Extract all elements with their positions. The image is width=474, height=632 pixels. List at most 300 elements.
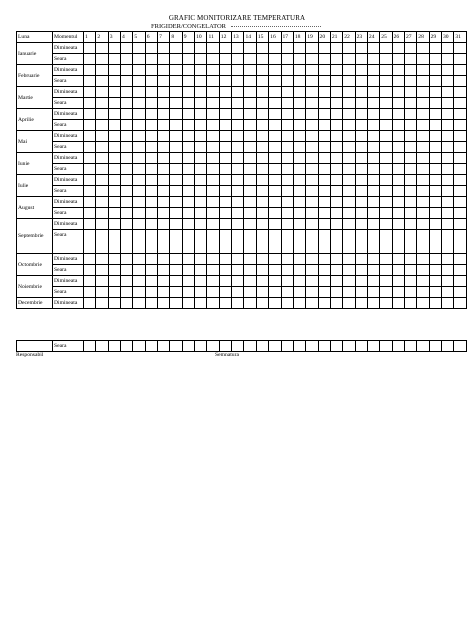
temperature-cell[interactable] bbox=[380, 254, 392, 265]
temperature-cell[interactable] bbox=[195, 153, 207, 164]
temperature-cell[interactable] bbox=[170, 208, 182, 219]
temperature-cell[interactable] bbox=[269, 43, 281, 54]
temperature-cell[interactable] bbox=[281, 298, 293, 309]
temperature-cell[interactable] bbox=[367, 54, 379, 65]
temperature-cell[interactable] bbox=[318, 265, 330, 276]
temperature-cell[interactable] bbox=[417, 341, 429, 352]
temperature-cell[interactable] bbox=[392, 254, 404, 265]
temperature-cell[interactable] bbox=[84, 341, 96, 352]
temperature-cell[interactable] bbox=[417, 153, 429, 164]
temperature-cell[interactable] bbox=[96, 254, 108, 265]
temperature-cell[interactable] bbox=[219, 43, 231, 54]
temperature-cell[interactable] bbox=[441, 298, 453, 309]
temperature-cell[interactable] bbox=[133, 186, 145, 197]
temperature-cell[interactable] bbox=[343, 87, 355, 98]
temperature-cell[interactable] bbox=[392, 298, 404, 309]
temperature-cell[interactable] bbox=[219, 298, 231, 309]
temperature-cell[interactable] bbox=[108, 76, 120, 87]
temperature-cell[interactable] bbox=[355, 254, 367, 265]
temperature-cell[interactable] bbox=[108, 219, 120, 230]
temperature-cell[interactable] bbox=[306, 341, 318, 352]
temperature-cell[interactable] bbox=[441, 120, 453, 131]
temperature-cell[interactable] bbox=[158, 298, 170, 309]
temperature-cell[interactable] bbox=[232, 153, 244, 164]
temperature-cell[interactable] bbox=[182, 197, 194, 208]
temperature-cell[interactable] bbox=[417, 287, 429, 298]
temperature-cell[interactable] bbox=[121, 120, 133, 131]
temperature-cell[interactable] bbox=[330, 76, 342, 87]
temperature-cell[interactable] bbox=[392, 43, 404, 54]
temperature-cell[interactable] bbox=[108, 197, 120, 208]
temperature-cell[interactable] bbox=[318, 230, 330, 254]
temperature-cell[interactable] bbox=[195, 230, 207, 254]
temperature-cell[interactable] bbox=[256, 98, 268, 109]
temperature-cell[interactable] bbox=[306, 197, 318, 208]
temperature-cell[interactable] bbox=[367, 153, 379, 164]
temperature-cell[interactable] bbox=[269, 197, 281, 208]
temperature-cell[interactable] bbox=[108, 65, 120, 76]
temperature-cell[interactable] bbox=[404, 298, 416, 309]
temperature-cell[interactable] bbox=[454, 208, 466, 219]
temperature-cell[interactable] bbox=[380, 109, 392, 120]
temperature-cell[interactable] bbox=[170, 341, 182, 352]
temperature-cell[interactable] bbox=[182, 120, 194, 131]
temperature-cell[interactable] bbox=[343, 54, 355, 65]
temperature-cell[interactable] bbox=[281, 219, 293, 230]
temperature-cell[interactable] bbox=[404, 142, 416, 153]
temperature-cell[interactable] bbox=[182, 109, 194, 120]
temperature-cell[interactable] bbox=[343, 230, 355, 254]
temperature-cell[interactable] bbox=[84, 265, 96, 276]
temperature-cell[interactable] bbox=[182, 153, 194, 164]
temperature-cell[interactable] bbox=[355, 219, 367, 230]
temperature-cell[interactable] bbox=[96, 43, 108, 54]
temperature-cell[interactable] bbox=[133, 175, 145, 186]
temperature-cell[interactable] bbox=[429, 341, 441, 352]
temperature-cell[interactable] bbox=[84, 109, 96, 120]
temperature-cell[interactable] bbox=[133, 87, 145, 98]
temperature-cell[interactable] bbox=[182, 76, 194, 87]
temperature-cell[interactable] bbox=[293, 298, 305, 309]
temperature-cell[interactable] bbox=[121, 87, 133, 98]
temperature-cell[interactable] bbox=[293, 254, 305, 265]
temperature-cell[interactable] bbox=[108, 254, 120, 265]
temperature-cell[interactable] bbox=[256, 208, 268, 219]
temperature-cell[interactable] bbox=[207, 265, 219, 276]
temperature-cell[interactable] bbox=[417, 131, 429, 142]
temperature-cell[interactable] bbox=[182, 98, 194, 109]
temperature-cell[interactable] bbox=[281, 208, 293, 219]
temperature-cell[interactable] bbox=[380, 87, 392, 98]
temperature-cell[interactable] bbox=[404, 98, 416, 109]
temperature-cell[interactable] bbox=[306, 54, 318, 65]
temperature-cell[interactable] bbox=[207, 87, 219, 98]
temperature-cell[interactable] bbox=[441, 65, 453, 76]
temperature-cell[interactable] bbox=[343, 186, 355, 197]
temperature-cell[interactable] bbox=[441, 341, 453, 352]
temperature-cell[interactable] bbox=[158, 109, 170, 120]
temperature-cell[interactable] bbox=[108, 164, 120, 175]
temperature-cell[interactable] bbox=[121, 76, 133, 87]
temperature-cell[interactable] bbox=[343, 43, 355, 54]
temperature-cell[interactable] bbox=[318, 175, 330, 186]
temperature-cell[interactable] bbox=[182, 87, 194, 98]
temperature-cell[interactable] bbox=[84, 197, 96, 208]
temperature-cell[interactable] bbox=[355, 230, 367, 254]
temperature-cell[interactable] bbox=[306, 287, 318, 298]
temperature-cell[interactable] bbox=[306, 120, 318, 131]
temperature-cell[interactable] bbox=[244, 109, 256, 120]
temperature-cell[interactable] bbox=[454, 120, 466, 131]
temperature-cell[interactable] bbox=[367, 265, 379, 276]
temperature-cell[interactable] bbox=[293, 43, 305, 54]
temperature-cell[interactable] bbox=[219, 109, 231, 120]
temperature-cell[interactable] bbox=[441, 109, 453, 120]
temperature-cell[interactable] bbox=[293, 98, 305, 109]
temperature-cell[interactable] bbox=[256, 109, 268, 120]
temperature-cell[interactable] bbox=[195, 76, 207, 87]
temperature-cell[interactable] bbox=[318, 186, 330, 197]
temperature-cell[interactable] bbox=[170, 276, 182, 287]
temperature-cell[interactable] bbox=[232, 208, 244, 219]
temperature-cell[interactable] bbox=[429, 208, 441, 219]
temperature-cell[interactable] bbox=[108, 43, 120, 54]
temperature-cell[interactable] bbox=[96, 109, 108, 120]
temperature-cell[interactable] bbox=[219, 153, 231, 164]
temperature-cell[interactable] bbox=[306, 65, 318, 76]
temperature-cell[interactable] bbox=[441, 265, 453, 276]
temperature-cell[interactable] bbox=[380, 164, 392, 175]
temperature-cell[interactable] bbox=[404, 54, 416, 65]
temperature-cell[interactable] bbox=[367, 76, 379, 87]
temperature-cell[interactable] bbox=[133, 109, 145, 120]
temperature-cell[interactable] bbox=[207, 186, 219, 197]
temperature-cell[interactable] bbox=[380, 276, 392, 287]
temperature-cell[interactable] bbox=[380, 219, 392, 230]
temperature-cell[interactable] bbox=[158, 276, 170, 287]
temperature-cell[interactable] bbox=[96, 341, 108, 352]
temperature-cell[interactable] bbox=[318, 109, 330, 120]
temperature-cell[interactable] bbox=[355, 76, 367, 87]
temperature-cell[interactable] bbox=[256, 298, 268, 309]
temperature-cell[interactable] bbox=[207, 254, 219, 265]
temperature-cell[interactable] bbox=[256, 186, 268, 197]
temperature-cell[interactable] bbox=[392, 142, 404, 153]
temperature-cell[interactable] bbox=[121, 254, 133, 265]
temperature-cell[interactable] bbox=[343, 287, 355, 298]
temperature-cell[interactable] bbox=[108, 109, 120, 120]
temperature-cell[interactable] bbox=[195, 142, 207, 153]
temperature-cell[interactable] bbox=[330, 197, 342, 208]
temperature-cell[interactable] bbox=[133, 219, 145, 230]
temperature-cell[interactable] bbox=[454, 54, 466, 65]
temperature-cell[interactable] bbox=[170, 254, 182, 265]
temperature-cell[interactable] bbox=[96, 230, 108, 254]
temperature-cell[interactable] bbox=[429, 54, 441, 65]
temperature-cell[interactable] bbox=[158, 265, 170, 276]
temperature-cell[interactable] bbox=[158, 186, 170, 197]
temperature-cell[interactable] bbox=[417, 76, 429, 87]
temperature-cell[interactable] bbox=[195, 109, 207, 120]
temperature-cell[interactable] bbox=[170, 219, 182, 230]
temperature-cell[interactable] bbox=[256, 65, 268, 76]
temperature-cell[interactable] bbox=[318, 341, 330, 352]
temperature-cell[interactable] bbox=[306, 298, 318, 309]
temperature-cell[interactable] bbox=[158, 43, 170, 54]
temperature-cell[interactable] bbox=[318, 98, 330, 109]
temperature-cell[interactable] bbox=[232, 120, 244, 131]
temperature-cell[interactable] bbox=[429, 120, 441, 131]
temperature-cell[interactable] bbox=[306, 276, 318, 287]
temperature-cell[interactable] bbox=[133, 341, 145, 352]
temperature-cell[interactable] bbox=[441, 76, 453, 87]
temperature-cell[interactable] bbox=[84, 87, 96, 98]
temperature-cell[interactable] bbox=[392, 131, 404, 142]
temperature-cell[interactable] bbox=[170, 186, 182, 197]
temperature-cell[interactable] bbox=[96, 131, 108, 142]
temperature-cell[interactable] bbox=[219, 87, 231, 98]
temperature-cell[interactable] bbox=[256, 54, 268, 65]
temperature-cell[interactable] bbox=[454, 197, 466, 208]
temperature-cell[interactable] bbox=[108, 265, 120, 276]
temperature-cell[interactable] bbox=[84, 254, 96, 265]
temperature-cell[interactable] bbox=[145, 120, 157, 131]
temperature-cell[interactable] bbox=[158, 76, 170, 87]
temperature-cell[interactable] bbox=[404, 208, 416, 219]
temperature-cell[interactable] bbox=[219, 65, 231, 76]
temperature-cell[interactable] bbox=[108, 153, 120, 164]
temperature-cell[interactable] bbox=[244, 175, 256, 186]
temperature-cell[interactable] bbox=[244, 265, 256, 276]
temperature-cell[interactable] bbox=[207, 208, 219, 219]
temperature-cell[interactable] bbox=[96, 164, 108, 175]
temperature-cell[interactable] bbox=[355, 208, 367, 219]
temperature-cell[interactable] bbox=[404, 186, 416, 197]
temperature-cell[interactable] bbox=[145, 153, 157, 164]
temperature-cell[interactable] bbox=[454, 43, 466, 54]
temperature-cell[interactable] bbox=[145, 186, 157, 197]
temperature-cell[interactable] bbox=[244, 153, 256, 164]
temperature-cell[interactable] bbox=[367, 219, 379, 230]
temperature-cell[interactable] bbox=[454, 219, 466, 230]
temperature-cell[interactable] bbox=[392, 230, 404, 254]
temperature-cell[interactable] bbox=[417, 142, 429, 153]
temperature-cell[interactable] bbox=[404, 76, 416, 87]
temperature-cell[interactable] bbox=[96, 186, 108, 197]
temperature-cell[interactable] bbox=[404, 287, 416, 298]
temperature-cell[interactable] bbox=[417, 230, 429, 254]
temperature-cell[interactable] bbox=[404, 230, 416, 254]
temperature-cell[interactable] bbox=[121, 298, 133, 309]
temperature-cell[interactable] bbox=[281, 120, 293, 131]
temperature-cell[interactable] bbox=[454, 153, 466, 164]
temperature-cell[interactable] bbox=[454, 76, 466, 87]
temperature-cell[interactable] bbox=[330, 265, 342, 276]
temperature-cell[interactable] bbox=[404, 265, 416, 276]
temperature-cell[interactable] bbox=[207, 54, 219, 65]
temperature-cell[interactable] bbox=[182, 142, 194, 153]
temperature-cell[interactable] bbox=[244, 87, 256, 98]
temperature-cell[interactable] bbox=[96, 98, 108, 109]
temperature-cell[interactable] bbox=[158, 87, 170, 98]
temperature-cell[interactable] bbox=[121, 219, 133, 230]
temperature-cell[interactable] bbox=[281, 65, 293, 76]
temperature-cell[interactable] bbox=[207, 175, 219, 186]
temperature-cell[interactable] bbox=[343, 265, 355, 276]
temperature-cell[interactable] bbox=[330, 164, 342, 175]
temperature-cell[interactable] bbox=[195, 120, 207, 131]
temperature-cell[interactable] bbox=[84, 43, 96, 54]
temperature-cell[interactable] bbox=[133, 120, 145, 131]
temperature-cell[interactable] bbox=[232, 287, 244, 298]
temperature-cell[interactable] bbox=[429, 197, 441, 208]
temperature-cell[interactable] bbox=[281, 175, 293, 186]
temperature-cell[interactable] bbox=[404, 175, 416, 186]
temperature-cell[interactable] bbox=[145, 298, 157, 309]
temperature-cell[interactable] bbox=[133, 197, 145, 208]
temperature-cell[interactable] bbox=[195, 197, 207, 208]
temperature-cell[interactable] bbox=[392, 54, 404, 65]
temperature-cell[interactable] bbox=[256, 43, 268, 54]
temperature-cell[interactable] bbox=[195, 98, 207, 109]
temperature-cell[interactable] bbox=[158, 341, 170, 352]
temperature-cell[interactable] bbox=[121, 186, 133, 197]
temperature-cell[interactable] bbox=[281, 341, 293, 352]
temperature-cell[interactable] bbox=[170, 230, 182, 254]
temperature-cell[interactable] bbox=[158, 208, 170, 219]
temperature-cell[interactable] bbox=[256, 265, 268, 276]
temperature-cell[interactable] bbox=[219, 219, 231, 230]
temperature-cell[interactable] bbox=[454, 87, 466, 98]
temperature-cell[interactable] bbox=[392, 197, 404, 208]
temperature-cell[interactable] bbox=[367, 109, 379, 120]
temperature-cell[interactable] bbox=[306, 153, 318, 164]
temperature-cell[interactable] bbox=[281, 230, 293, 254]
temperature-cell[interactable] bbox=[133, 43, 145, 54]
temperature-cell[interactable] bbox=[207, 341, 219, 352]
temperature-cell[interactable] bbox=[343, 164, 355, 175]
temperature-cell[interactable] bbox=[355, 43, 367, 54]
temperature-cell[interactable] bbox=[121, 109, 133, 120]
temperature-cell[interactable] bbox=[343, 219, 355, 230]
temperature-cell[interactable] bbox=[244, 230, 256, 254]
temperature-cell[interactable] bbox=[256, 131, 268, 142]
temperature-cell[interactable] bbox=[195, 186, 207, 197]
temperature-cell[interactable] bbox=[404, 197, 416, 208]
temperature-cell[interactable] bbox=[306, 43, 318, 54]
temperature-cell[interactable] bbox=[293, 131, 305, 142]
temperature-cell[interactable] bbox=[182, 287, 194, 298]
temperature-cell[interactable] bbox=[158, 120, 170, 131]
temperature-cell[interactable] bbox=[133, 142, 145, 153]
temperature-cell[interactable] bbox=[269, 230, 281, 254]
temperature-cell[interactable] bbox=[429, 131, 441, 142]
temperature-cell[interactable] bbox=[182, 164, 194, 175]
temperature-cell[interactable] bbox=[355, 98, 367, 109]
temperature-cell[interactable] bbox=[441, 153, 453, 164]
temperature-cell[interactable] bbox=[441, 54, 453, 65]
temperature-cell[interactable] bbox=[84, 219, 96, 230]
temperature-cell[interactable] bbox=[269, 87, 281, 98]
temperature-cell[interactable] bbox=[281, 197, 293, 208]
temperature-cell[interactable] bbox=[232, 254, 244, 265]
temperature-cell[interactable] bbox=[380, 208, 392, 219]
temperature-cell[interactable] bbox=[367, 175, 379, 186]
temperature-cell[interactable] bbox=[318, 197, 330, 208]
temperature-cell[interactable] bbox=[355, 276, 367, 287]
temperature-cell[interactable] bbox=[158, 164, 170, 175]
temperature-cell[interactable] bbox=[182, 230, 194, 254]
temperature-cell[interactable] bbox=[256, 254, 268, 265]
temperature-cell[interactable] bbox=[96, 298, 108, 309]
temperature-cell[interactable] bbox=[195, 219, 207, 230]
temperature-cell[interactable] bbox=[306, 164, 318, 175]
temperature-cell[interactable] bbox=[244, 131, 256, 142]
temperature-cell[interactable] bbox=[441, 131, 453, 142]
temperature-cell[interactable] bbox=[380, 65, 392, 76]
temperature-cell[interactable] bbox=[145, 197, 157, 208]
temperature-cell[interactable] bbox=[207, 276, 219, 287]
temperature-cell[interactable] bbox=[133, 76, 145, 87]
temperature-cell[interactable] bbox=[330, 109, 342, 120]
temperature-cell[interactable] bbox=[121, 164, 133, 175]
temperature-cell[interactable] bbox=[170, 76, 182, 87]
temperature-cell[interactable] bbox=[293, 65, 305, 76]
temperature-cell[interactable] bbox=[170, 54, 182, 65]
temperature-cell[interactable] bbox=[417, 208, 429, 219]
temperature-cell[interactable] bbox=[256, 76, 268, 87]
temperature-cell[interactable] bbox=[84, 164, 96, 175]
temperature-cell[interactable] bbox=[96, 265, 108, 276]
temperature-cell[interactable] bbox=[454, 276, 466, 287]
temperature-cell[interactable] bbox=[145, 219, 157, 230]
temperature-cell[interactable] bbox=[96, 87, 108, 98]
temperature-cell[interactable] bbox=[281, 254, 293, 265]
temperature-cell[interactable] bbox=[145, 265, 157, 276]
temperature-cell[interactable] bbox=[195, 276, 207, 287]
temperature-cell[interactable] bbox=[417, 186, 429, 197]
temperature-cell[interactable] bbox=[281, 54, 293, 65]
temperature-cell[interactable] bbox=[219, 54, 231, 65]
temperature-cell[interactable] bbox=[318, 276, 330, 287]
temperature-cell[interactable] bbox=[306, 219, 318, 230]
temperature-cell[interactable] bbox=[269, 175, 281, 186]
temperature-cell[interactable] bbox=[182, 131, 194, 142]
temperature-cell[interactable] bbox=[232, 265, 244, 276]
temperature-cell[interactable] bbox=[417, 298, 429, 309]
temperature-cell[interactable] bbox=[306, 186, 318, 197]
temperature-cell[interactable] bbox=[392, 341, 404, 352]
temperature-cell[interactable] bbox=[306, 98, 318, 109]
temperature-cell[interactable] bbox=[219, 208, 231, 219]
temperature-cell[interactable] bbox=[343, 142, 355, 153]
temperature-cell[interactable] bbox=[293, 142, 305, 153]
temperature-cell[interactable] bbox=[454, 341, 466, 352]
temperature-cell[interactable] bbox=[170, 120, 182, 131]
temperature-cell[interactable] bbox=[441, 87, 453, 98]
temperature-cell[interactable] bbox=[195, 131, 207, 142]
temperature-cell[interactable] bbox=[207, 131, 219, 142]
temperature-cell[interactable] bbox=[207, 153, 219, 164]
temperature-cell[interactable] bbox=[219, 131, 231, 142]
temperature-cell[interactable] bbox=[219, 142, 231, 153]
temperature-cell[interactable] bbox=[355, 54, 367, 65]
temperature-cell[interactable] bbox=[454, 186, 466, 197]
temperature-cell[interactable] bbox=[256, 230, 268, 254]
temperature-cell[interactable] bbox=[380, 98, 392, 109]
temperature-cell[interactable] bbox=[108, 120, 120, 131]
temperature-cell[interactable] bbox=[330, 298, 342, 309]
